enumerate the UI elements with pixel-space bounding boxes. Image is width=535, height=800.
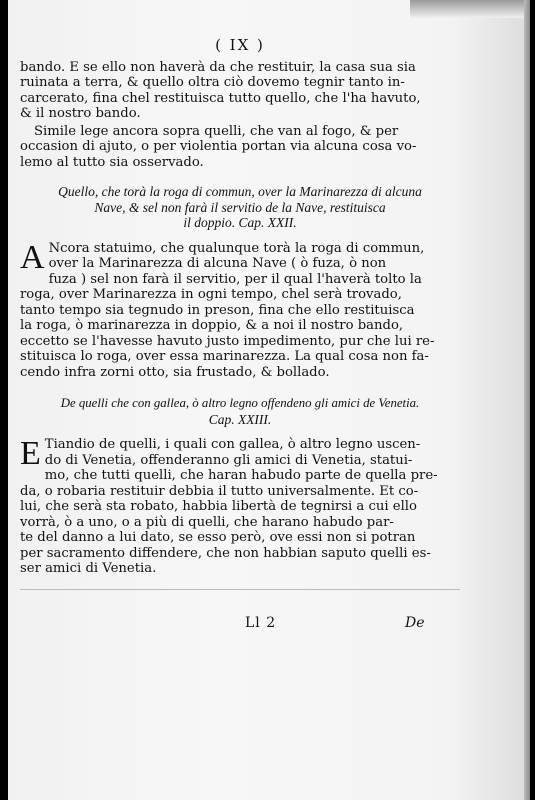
chapter-23-body — [20, 437, 460, 577]
page-edge-right — [524, 0, 530, 800]
text-line: ser amici di Venetia. — [20, 561, 157, 576]
text-line: tanto tempo sia tegnudo in preson, fina che ello restituisca — [20, 302, 415, 318]
catchword: De — [405, 614, 425, 631]
page-content — [20, 38, 460, 636]
text-line: do di Venetia, offenderanno gli amici di Venetia, statui- — [44, 452, 413, 468]
text-line: over la Marinarezza di alcuna Nave ( ò fuza, ò non — [48, 256, 387, 271]
text-line: stituisca lo roga, over essa marinarezza. La qual cosa non fa- — [20, 349, 429, 364]
title-line: Nave, & sel non farà il servitio de la Nave, restituisca — [94, 199, 386, 215]
title-line: il doppio. Cap. XXII. — [183, 215, 297, 230]
chapter-22-title — [20, 184, 460, 231]
text-line: ruinata a terra, & quello oltra ciò dovemo tegnir tanto in- — [20, 75, 405, 90]
text-line: vorrà, ò a uno, o a più di quelli, che harano habudo par- — [20, 514, 394, 530]
paragraph-second — [20, 124, 460, 171]
page-footer — [20, 616, 460, 636]
text-line: occasion di ajuto, o per violentia portan via alcuna cosa vo- — [20, 139, 417, 154]
text-line: carcerato, fina chel restituisca tutto quello, che l'ha havuto, — [20, 90, 421, 106]
bleed-through-rule — [20, 589, 460, 590]
text-line: la roga, ò marinarezza in doppio, & a noi il nostro bando, — [20, 318, 404, 333]
text-line: & il nostro bando. — [20, 106, 141, 121]
text-line: bando. E se ello non haverà da che restituir, la casa sua sia — [20, 59, 416, 75]
text-line: da, o robaria restituir debbia il tutto universalmente. Et co- — [20, 483, 419, 499]
text-line: mo, che tutti quelli, che haran habudo parte de quella pre- — [44, 468, 438, 483]
page-edge-top — [410, 0, 530, 18]
chapter-23-title — [20, 396, 460, 427]
book-page — [8, 0, 530, 800]
title-line: Cap. XXIII. — [208, 411, 272, 427]
text-line: fuza ) sel non farà il servitio, per il qual l'haverà tolto la — [48, 271, 422, 287]
text-line: eccetto se l'havesse havuto justo impedimento, pur che lui re- — [20, 333, 435, 349]
text-line: per sacramento diffendere, che non habbian saputo quelli es- — [20, 545, 431, 561]
drop-cap: A — [20, 238, 45, 276]
text-line: lui, che serà sta robato, habbia libertà de tegnirsi a cui ello — [20, 499, 417, 514]
title-line: De quelli che con gallea, ò altro legno offendeno gli amici de Venetia. — [60, 396, 420, 410]
text-line: Tiandio de quelli, i quali con gallea, ò altro legno uscen- — [44, 437, 421, 452]
paragraph-top — [20, 60, 460, 122]
drop-cap: E — [20, 435, 41, 472]
text-line: lemo al tutto sia osservado. — [20, 154, 204, 170]
text-line: roga, over Marinarezza in ogni tempo, chel serà trovado, — [20, 287, 402, 302]
text-line: te del danno a lui dato, se esso però, ove essi non si potran — [20, 530, 416, 545]
text-line: cendo infra zorni otto, sia frustado, & bollado. — [20, 364, 330, 380]
text-line: Simile lege ancora sopra quelli, che van al fogo, & per — [34, 123, 399, 139]
page-header: ( IX ) — [215, 36, 265, 54]
text-line: Ncora statuimo, che qualunque torà la roga di commun, — [48, 240, 425, 256]
title-line: Quello, che torà la roga di commun, over la Marinarezza di alcuna — [58, 184, 422, 199]
signature-mark: Ll 2 — [245, 614, 277, 631]
chapter-22-body — [20, 238, 460, 381]
